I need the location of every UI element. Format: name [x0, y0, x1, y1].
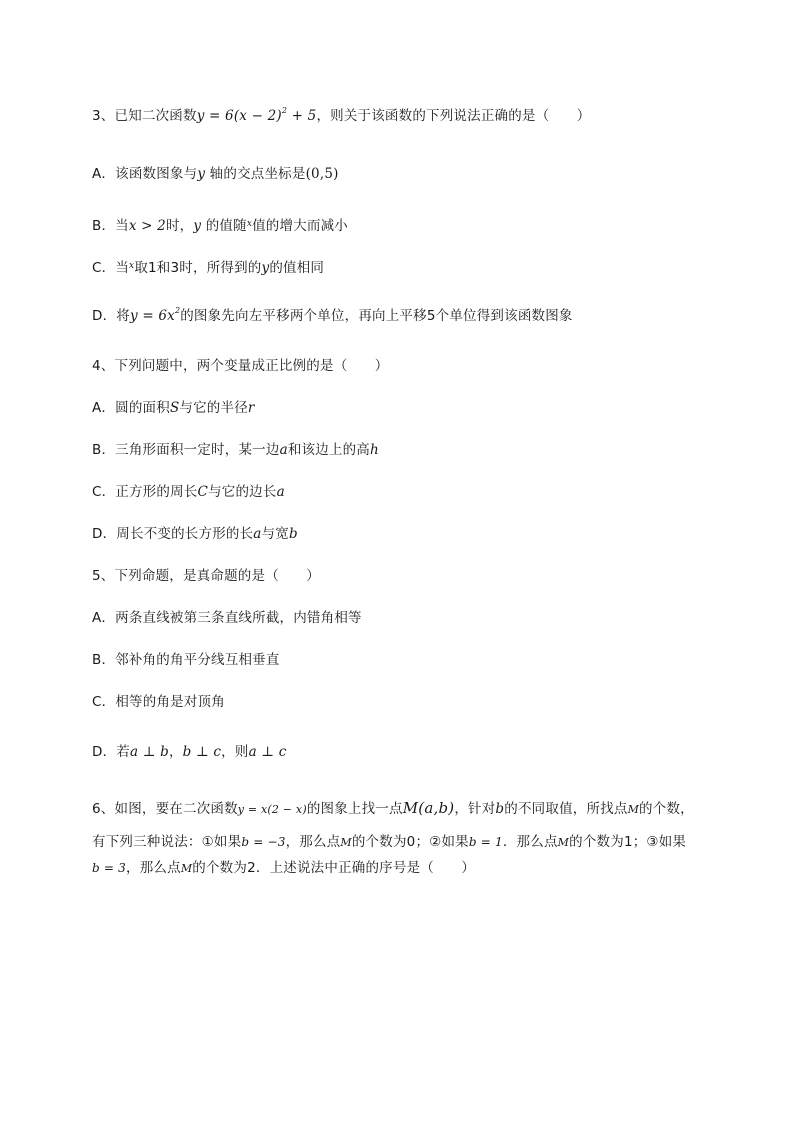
q3-option-b: B．当x > 2时，y 的值随$^x$值的增大而减小 [92, 218, 348, 234]
q3-d-function: $y = 6x^2$ [130, 306, 181, 324]
q6-line-1: 6、如图，要在二次函数y = x(2 − x)的图象上找一点M(a,b)，针对b的不同取值，所找点M的个数， [92, 799, 694, 817]
q3-stem-text: 3、已知二次函数 [92, 108, 197, 124]
q3-stem-tail: ，则关于该函数的下列说法正确的是（ ） [316, 108, 591, 124]
q3-option-a: A．该函数图象与y 轴的交点坐标是(0,5) [92, 166, 339, 182]
q3-option-c: C．当$^x$取1和3时，所得到的y的值相同 [92, 260, 325, 276]
q5-option-a: A．两条直线被第三条直线所截，内错角相等 [92, 610, 362, 626]
q5-option-b: B．邻补角的角平分线互相垂直 [92, 652, 280, 668]
q6-line-3: b = 3，那么点M的个数为2．上述说法中正确的序号是（ ） [92, 860, 476, 876]
q4-option-c: C．正方形的周长C与它的边长a [92, 484, 285, 500]
q4-stem: 4、下列问题中，两个变量成正比例的是（ ） [92, 358, 389, 374]
q5-stem: 5、下列命题，是真命题的是（ ） [92, 568, 320, 584]
q3-stem [92, 106, 590, 126]
q3-function: $y = 6(x - 2)^2 + 5$ [196, 106, 317, 124]
q3-option-d: D．将$y = 6x^2$的图象先向左平移两个单位，再向上平移5个单位得到该函数图象 [92, 306, 573, 324]
q5-option-c: C．相等的角是对顶角 [92, 694, 225, 710]
q6-line-2: 有下列三种说法：①如果b = −3，那么点M的个数为0；②如果b = 1．那么点M的个数为1；③如果 [92, 834, 687, 850]
q4-option-b: B．三角形面积一定时，某一边a和该边上的高h [92, 442, 379, 458]
q4-option-a: A．圆的面积S与它的半径r [92, 400, 255, 416]
q5-option-d: D．若a ⊥ b，b ⊥ c，则a ⊥ c [92, 744, 287, 760]
q4-option-d: D．周长不变的长方形的长a与宽b [92, 526, 298, 542]
